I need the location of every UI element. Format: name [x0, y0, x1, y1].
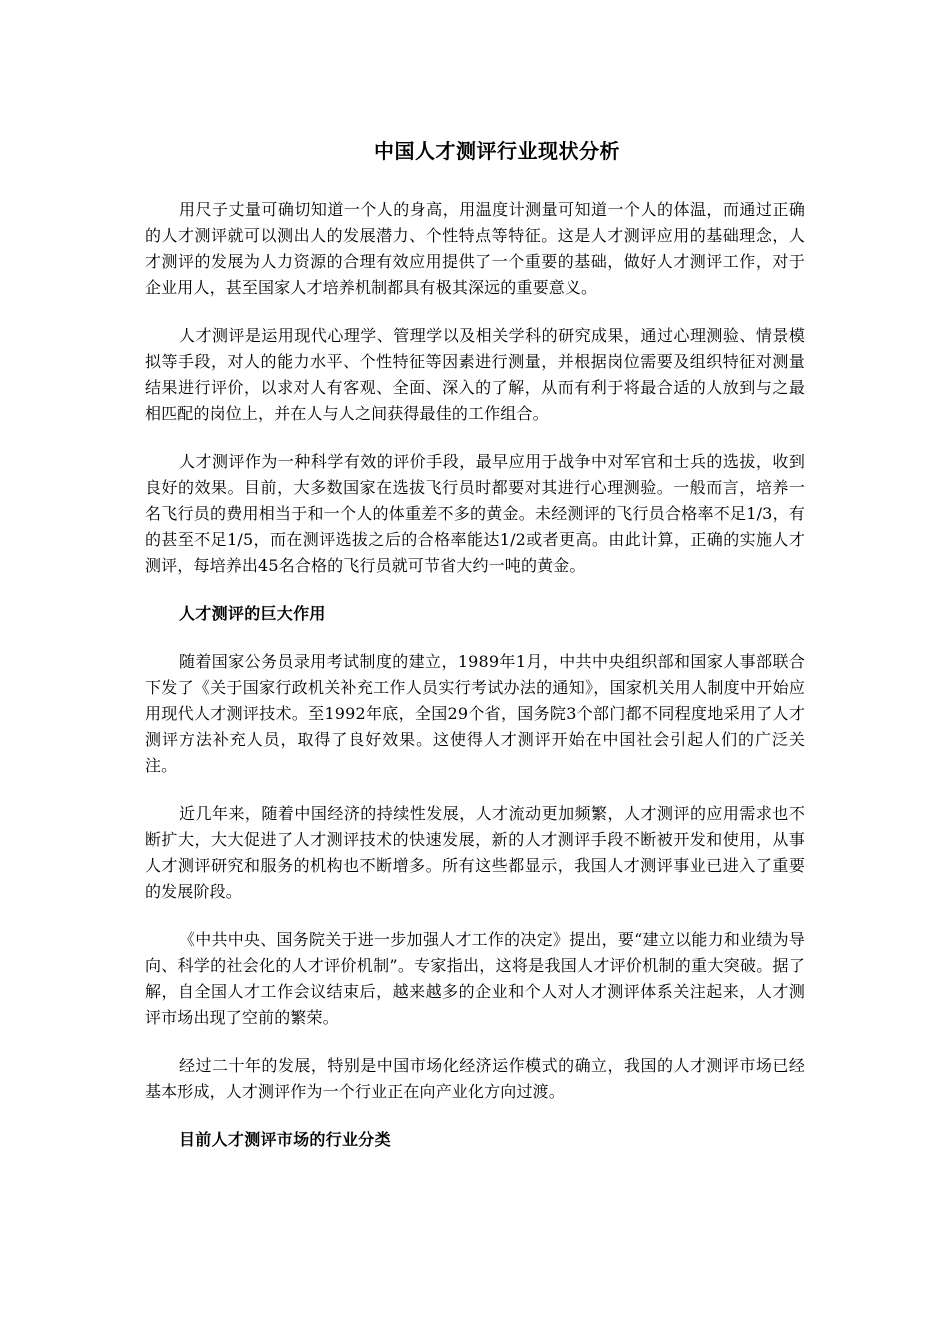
spacer [145, 627, 805, 649]
section-heading-classification: 目前人才测评市场的行业分类 [179, 1130, 391, 1149]
paragraph-market-development: 经过二十年的发展，特别是中国市场化经济运作模式的确立，我国的人才测评市场已经基本形成，人才测评作为一个行业正在向产业化方向过渡。 [145, 1056, 805, 1101]
spacer [145, 427, 805, 449]
spacer [145, 1031, 805, 1053]
paragraph-policy-decision: 《中共中央、国务院关于进一步加强人才工作的决定》提出，要“建立以能力和业绩为导向、科学的社会化的人才评价机制”。专家指出，这将是我国人才评价机制的重大突破。据了解，自全国人才工作会议结束后，越来越多的企业和个人对人才测评体系关注起来，人才测评市场出现了空前的繁荣。 [145, 930, 805, 1027]
document-title: 中国人才测评行业现状分析 [374, 139, 620, 163]
document-page [145, 0, 805, 1153]
paragraph-civil-service: 随着国家公务员录用考试制度的建立，1989年1月，中共中央组织部和国家人事部联合下发了《关于国家行政机关补充工作人员实行考试办法的通知》，国家机关用人制度中开始应用现代人才测评技术。至1992年底，全国29个省，国务院3个部门都不同程度地采用了人才测评方法补充人员，取得了良好效果。这使得人才测评开始在中国社会引起人们的广泛关注。 [145, 652, 805, 775]
spacer [145, 167, 805, 197]
spacer [145, 1105, 805, 1127]
spacer [145, 905, 805, 927]
spacer [145, 301, 805, 323]
paragraph-intro: 用尺子丈量可确切知道一个人的身高，用温度计测量可知道一个人的体温，而通过正确的人才测评就可以测出人的发展潜力、个性特点等特征。这是人才测评应用的基础理念，人才测评的发展为人力资源的合理有效应用提供了一个重要的基础，做好人才测评工作，对于企业用人，甚至国家人才培养机制都具有极其深远的重要意义。 [145, 200, 805, 297]
spacer [145, 579, 805, 601]
spacer [145, 779, 805, 801]
section-heading-role: 人才测评的巨大作用 [179, 604, 326, 623]
paragraph-definition: 人才测评是运用现代心理学、管理学以及相关学科的研究成果，通过心理测验、情景模拟等手段，对人的能力水平、个性特征等因素进行测量，并根据岗位需要及组织特征对测量结果进行评价，以求对人有客观、全面、深入的了解，从而有利于将最合适的人放到与之最相匹配的岗位上，并在人与人之间获得最佳的工作组合。 [145, 326, 805, 423]
paragraph-recent-years: 近几年来，随着中国经济的持续性发展，人才流动更加频繁，人才测评的应用需求也不断扩大，大大促进了人才测评技术的快速发展，新的人才测评手段不断被开发和使用，从事人才测评研究和服务的机构也不断增多。所有这些都显示，我国人才测评事业已进入了重要的发展阶段。 [145, 804, 805, 901]
paragraph-pilot-example: 人才测评作为一种科学有效的评价手段，最早应用于战争中对军官和士兵的选拔，收到良好的效果。目前，大多数国家在选拔飞行员时都要对其进行心理测验。一般而言，培养一名飞行员的费用相当于和一个人的体重差不多的黄金。未经测评的飞行员合格率不足1/3，有的甚至不足1/5，而在测评选拔之后的合格率能达1/2或者更高。由此计算，正确的实施人才测评，每培养出45名合格的飞行员就可节省大约一吨的黄金。 [145, 452, 805, 575]
